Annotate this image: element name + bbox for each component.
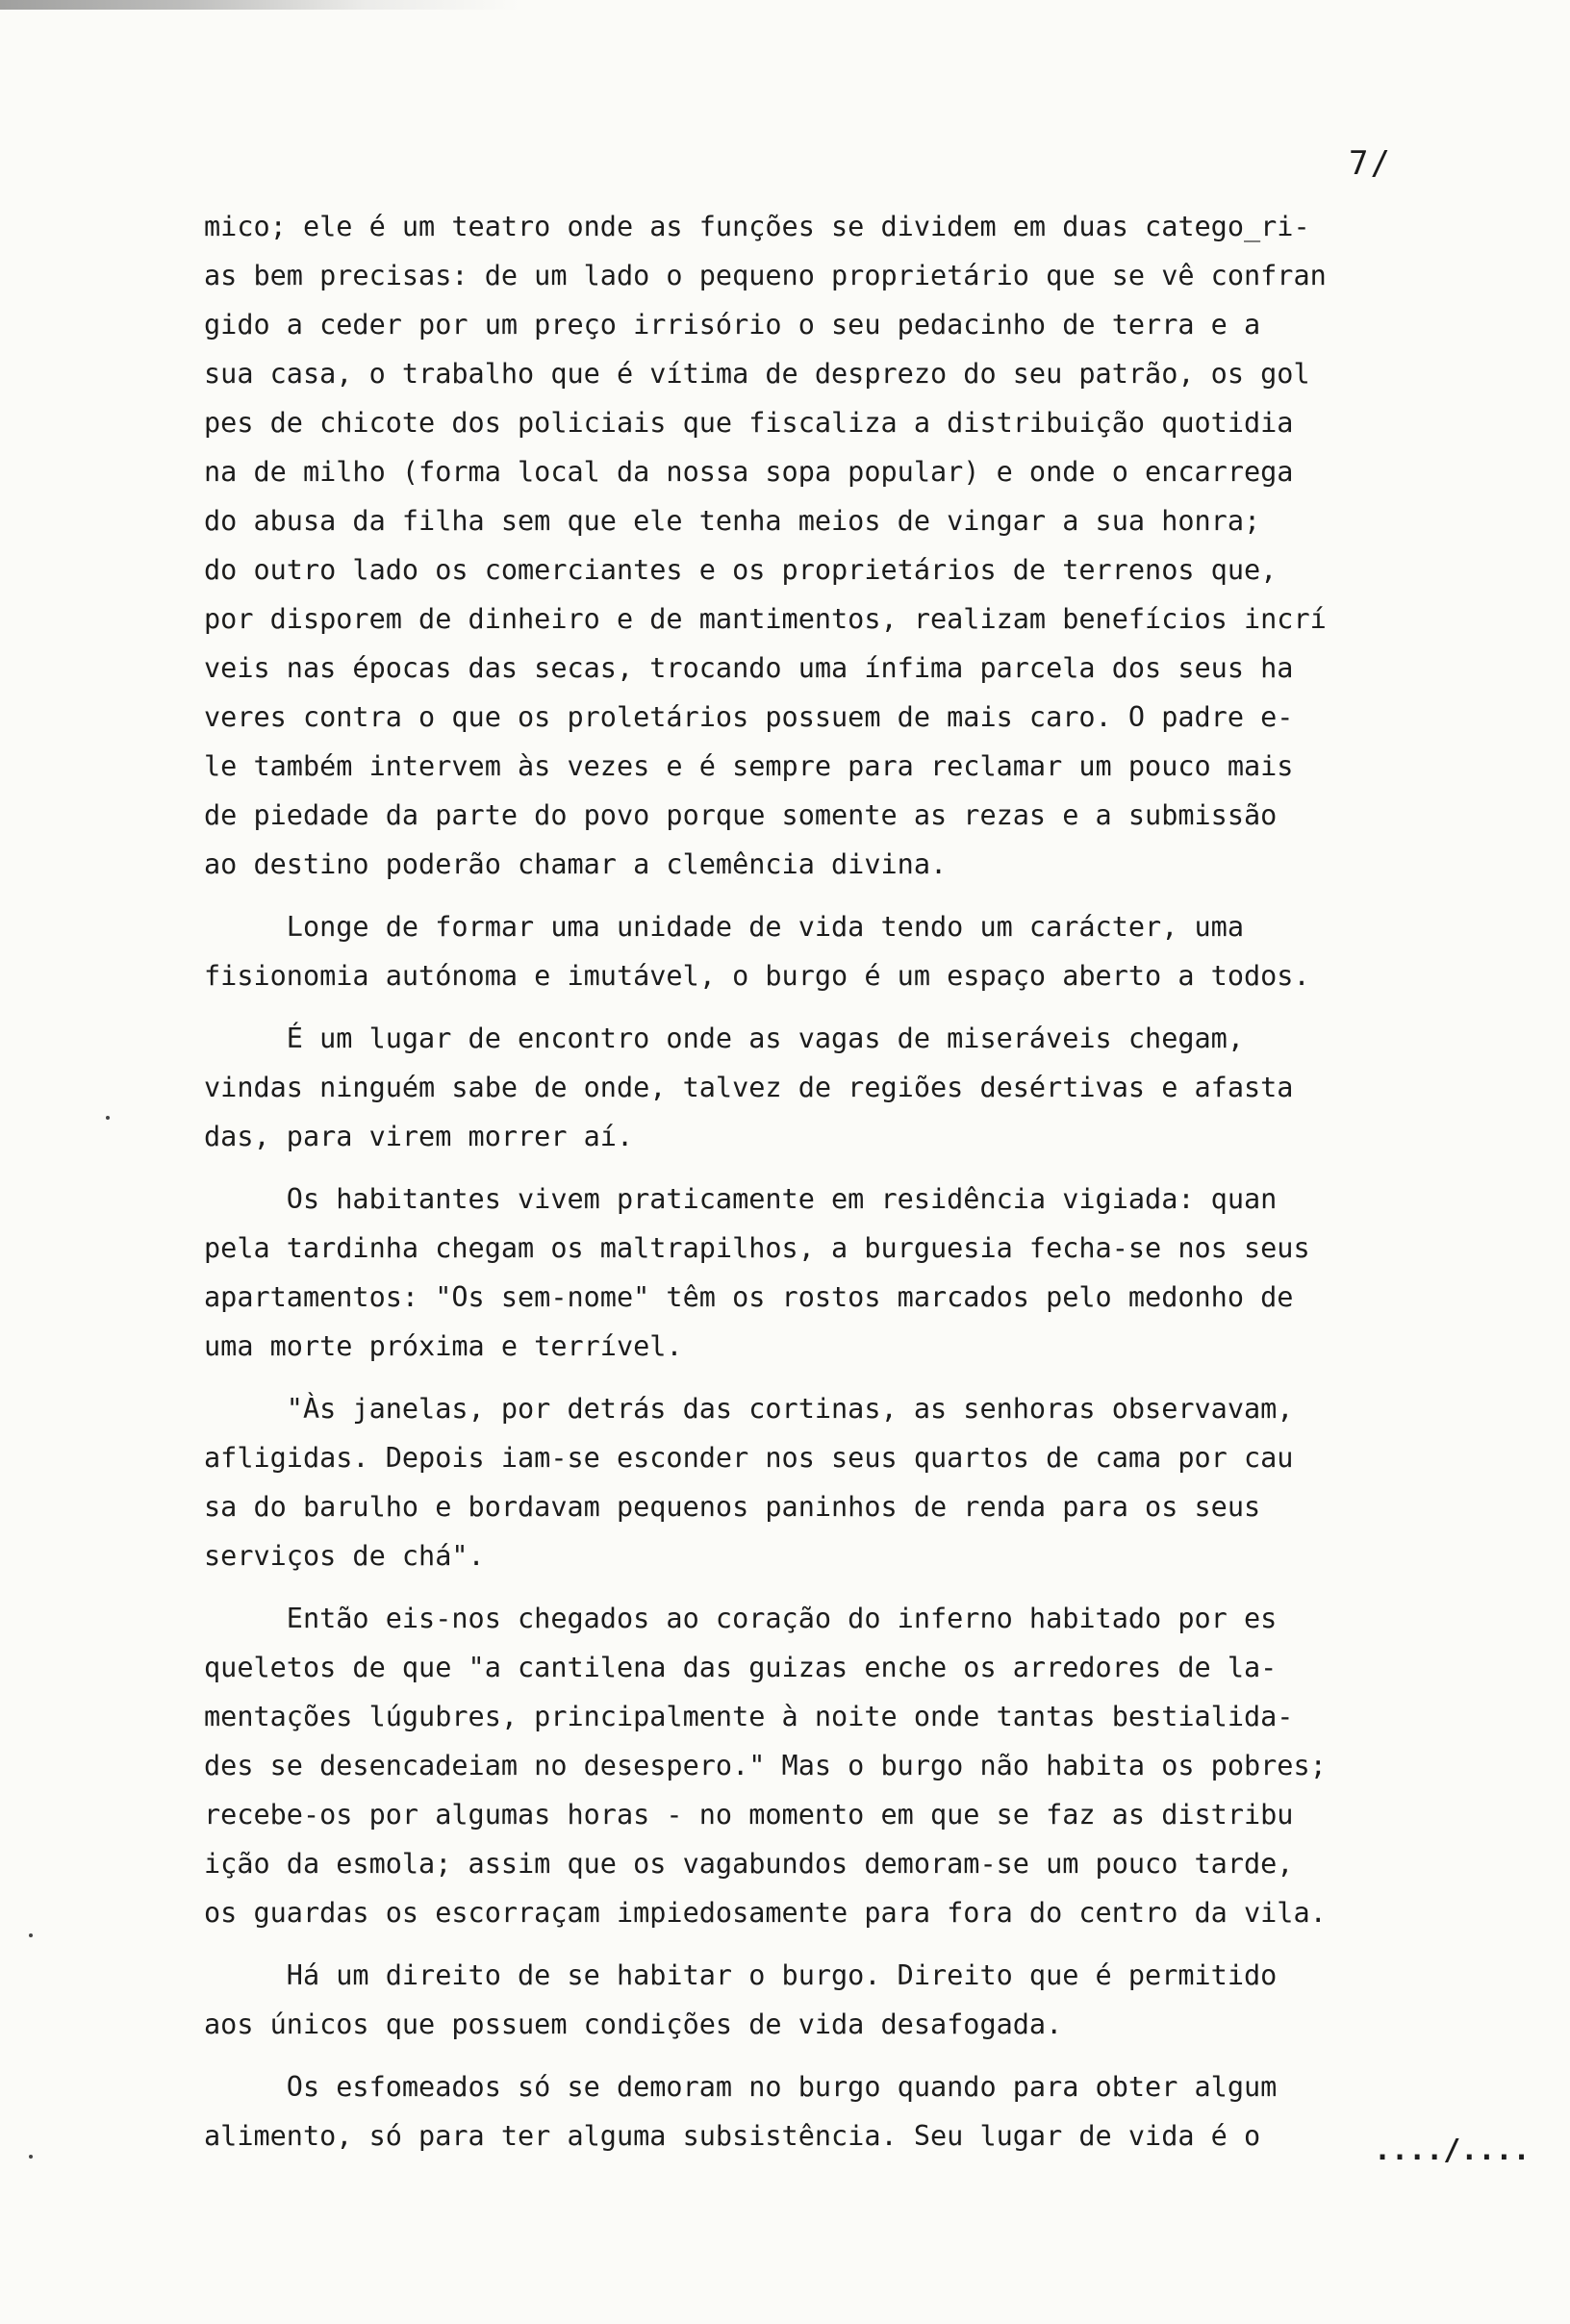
text-line: por disporem de dinheiro e de mantimentos, realizam benefícios incrí	[204, 603, 1327, 635]
text-line: as bem precisas: de um lado o pequeno proprietário que se vê confran	[204, 260, 1327, 291]
text-line: mentações lúgubres, principalmente à noite onde tantas bestialida-	[204, 1701, 1294, 1732]
text-line: uma morte próxima e terrível.	[204, 1330, 683, 1362]
text-line: sua casa, o trabalho que é vítima de desprezo do seu patrão, os gol	[204, 358, 1310, 390]
text-line: "Às janelas, por detrás das cortinas, as senhoras observavam,	[204, 1393, 1294, 1425]
text-line: pela tardinha chegam os maltrapilhos, a burguesia fecha-se nos seus	[204, 1232, 1310, 1264]
text-line: do outro lado os comerciantes e os proprietários de terrenos que,	[204, 554, 1278, 586]
text-line: do abusa da filha sem que ele tenha meios de vingar a sua honra;	[204, 505, 1261, 537]
margin-speck	[29, 2155, 33, 2159]
text-line: afligidas. Depois iam-se esconder nos seus quartos de cama por cau	[204, 1442, 1294, 1474]
text-line: das, para virem morrer aí.	[204, 1121, 634, 1152]
text-line: sa do barulho e bordavam pequenos paninhos de renda para os seus	[204, 1491, 1261, 1523]
text-line: Longe de formar uma unidade de vida tendo um carácter, uma	[204, 911, 1244, 943]
margin-speck	[106, 1116, 110, 1120]
text-line: os guardas os escorraçam impiedosamente para fora do centro da vila.	[204, 1897, 1327, 1929]
text-line: serviços de chá".	[204, 1540, 485, 1572]
text-line: gido a ceder por um preço irrisório o seu pedacinho de terra e a	[204, 309, 1261, 341]
text-line: vindas ninguém sabe de onde, talvez de regiões desértivas e afasta	[204, 1072, 1294, 1103]
text-line: veis nas épocas das secas, trocando uma ínfima parcela dos seus ha	[204, 652, 1294, 684]
text-line: aos únicos que possuem condições de vida desafogada.	[204, 2008, 1063, 2040]
text-line: Então eis-nos chegados ao coração do inferno habitado por es	[204, 1603, 1278, 1634]
text-line: Os habitantes vivem praticamente em residência vigiada: quan	[204, 1183, 1278, 1215]
text-line: na de milho (forma local da nossa sopa popular) e onde o encarrega	[204, 456, 1294, 488]
text-line: Há um direito de se habitar o burgo. Direito que é permitido	[204, 1959, 1278, 1991]
paragraph	[204, 202, 1551, 889]
text-line: recebe-os por algumas horas - no momento em que se faz as distribu	[204, 1799, 1294, 1831]
text-line: ição da esmola; assim que os vagabundos demoram-se um pouco tarde,	[204, 1848, 1294, 1880]
text-line: apartamentos: "Os sem-nome" têm os rostos marcados pelo medonho de	[204, 1281, 1294, 1313]
scan-edge-smudge	[0, 0, 519, 10]
page-number: 7/	[1349, 144, 1392, 183]
paragraph	[204, 1014, 1551, 1161]
text-line: pes de chicote dos policiais que fiscaliza a distribuição quotidia	[204, 407, 1294, 439]
paragraph	[204, 1594, 1551, 1937]
text-line: Os esfomeados só se demoram no burgo quando para obter algum	[204, 2071, 1278, 2103]
margin-speck	[29, 1933, 33, 1937]
paragraph	[204, 1384, 1551, 1580]
text-line: queletos de que "a cantilena das guizas enche os arredores de la-	[204, 1652, 1278, 1683]
text-line: mico; ele é um teatro onde as funções se dividem em duas catego̲ri-	[204, 211, 1310, 242]
text-line: fisionomia autónoma e imutável, o burgo é um espaço aberto a todos.	[204, 960, 1310, 992]
paragraph	[204, 1951, 1551, 2049]
typewritten-body	[204, 202, 1551, 2160]
paragraph	[204, 902, 1551, 1000]
paragraph	[204, 2062, 1551, 2160]
text-line: É um lugar de encontro onde as vagas de miseráveis chegam,	[204, 1023, 1244, 1054]
text-line: de piedade da parte do povo porque somente as rezas e a submissão	[204, 799, 1278, 831]
text-line: alimento, só para ter alguma subsistência. Seu lugar de vida é o	[204, 2120, 1261, 2152]
text-line: ao destino poderão chamar a clemência divina.	[204, 848, 948, 880]
text-line: veres contra o que os proletários possuem de mais caro. O padre e-	[204, 701, 1294, 733]
text-line: le também intervem às vezes e é sempre para reclamar um pouco mais	[204, 750, 1294, 782]
continuation-marker: ..../....	[1374, 2134, 1531, 2167]
text-line: des se desencadeiam no desespero." Mas o burgo não habita os pobres;	[204, 1750, 1327, 1781]
paragraph	[204, 1175, 1551, 1371]
